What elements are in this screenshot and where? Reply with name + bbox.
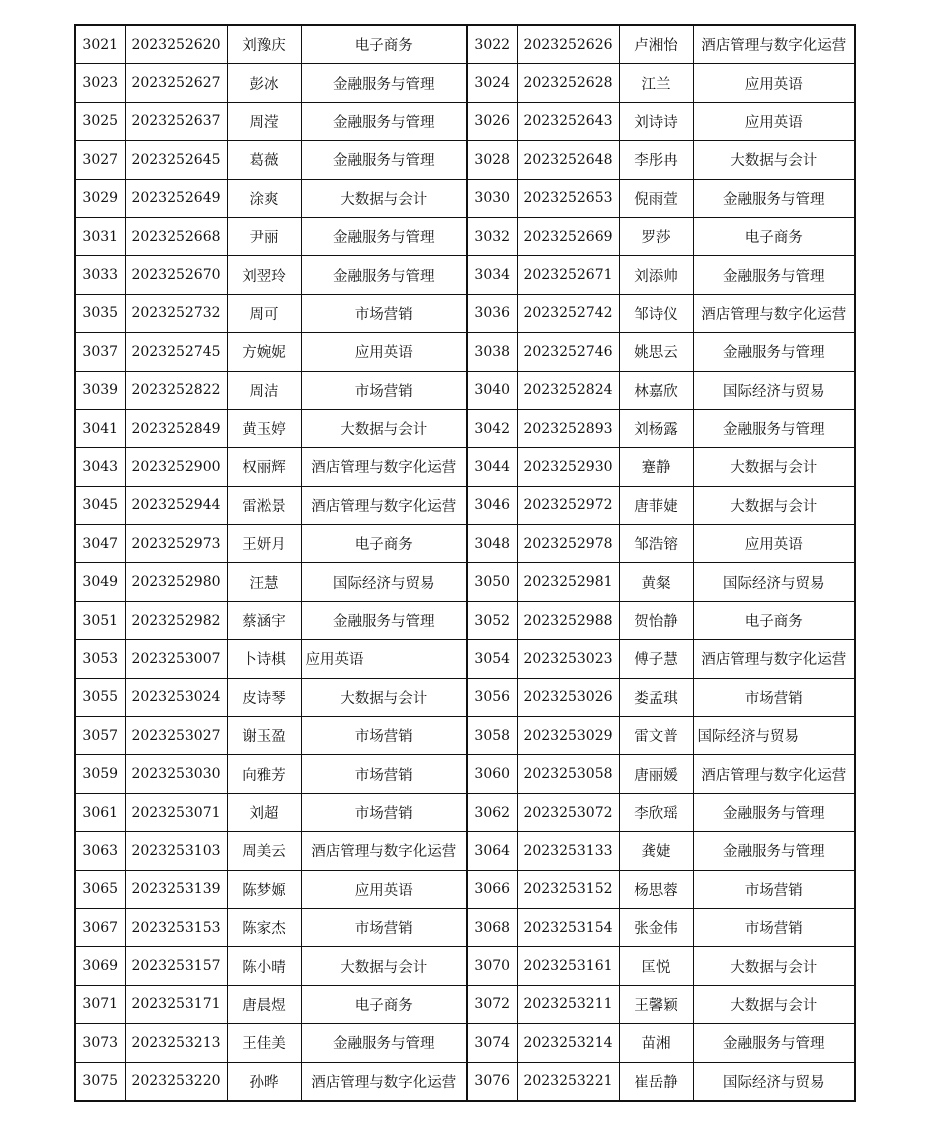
cell-id: 2023252930 [517, 448, 619, 486]
cell-name: 王佳美 [227, 1024, 301, 1062]
cell-name: 方婉妮 [227, 333, 301, 371]
cell-id: 2023252732 [125, 294, 227, 332]
table-row [75, 640, 855, 678]
cell-id: 2023252643 [517, 102, 619, 140]
table-row [75, 1024, 855, 1062]
cell-major: 应用英语 [693, 102, 855, 140]
cell-id: 2023252978 [517, 525, 619, 563]
cell-major: 市场营销 [693, 870, 855, 908]
cell-num: 3071 [75, 985, 125, 1023]
cell-num: 3064 [467, 832, 517, 870]
cell-major: 酒店管理与数字化运营 [301, 832, 467, 870]
cell-id: 2023253026 [517, 678, 619, 716]
cell-num: 3030 [467, 179, 517, 217]
cell-name: 向雅芳 [227, 755, 301, 793]
cell-major: 金融服务与管理 [693, 333, 855, 371]
cell-id: 2023252648 [517, 141, 619, 179]
cell-num: 3060 [467, 755, 517, 793]
cell-major: 金融服务与管理 [693, 256, 855, 294]
cell-num: 3041 [75, 409, 125, 447]
cell-id: 2023253221 [517, 1062, 619, 1101]
cell-major: 国际经济与贸易 [693, 1062, 855, 1101]
cell-num: 3036 [467, 294, 517, 332]
table-row [75, 256, 855, 294]
cell-num: 3067 [75, 908, 125, 946]
cell-name: 卜诗棋 [227, 640, 301, 678]
cell-id: 2023252637 [125, 102, 227, 140]
cell-major: 酒店管理与数字化运营 [693, 25, 855, 64]
cell-major: 金融服务与管理 [693, 793, 855, 831]
cell-id: 2023253071 [125, 793, 227, 831]
cell-major: 金融服务与管理 [693, 832, 855, 870]
cell-name: 周滢 [227, 102, 301, 140]
table-row [75, 755, 855, 793]
cell-name: 邹诗仪 [619, 294, 693, 332]
cell-id: 2023252849 [125, 409, 227, 447]
cell-major: 金融服务与管理 [301, 601, 467, 639]
cell-major: 大数据与会计 [693, 486, 855, 524]
cell-id: 2023252973 [125, 525, 227, 563]
table-row [75, 717, 855, 755]
cell-name: 张金伟 [619, 908, 693, 946]
table-row [75, 947, 855, 985]
cell-name: 姚思云 [619, 333, 693, 371]
cell-num: 3045 [75, 486, 125, 524]
cell-name: 雷文普 [619, 717, 693, 755]
cell-num: 3033 [75, 256, 125, 294]
cell-major: 金融服务与管理 [693, 1024, 855, 1062]
cell-id: 2023253154 [517, 908, 619, 946]
cell-major: 市场营销 [693, 678, 855, 716]
cell-name: 刘添帅 [619, 256, 693, 294]
cell-name: 谢玉盈 [227, 717, 301, 755]
cell-major: 大数据与会计 [693, 141, 855, 179]
cell-num: 3068 [467, 908, 517, 946]
cell-id: 2023253220 [125, 1062, 227, 1101]
cell-num: 3069 [75, 947, 125, 985]
cell-name: 苗湘 [619, 1024, 693, 1062]
cell-major: 金融服务与管理 [301, 256, 467, 294]
cell-name: 汪慧 [227, 563, 301, 601]
cell-major: 大数据与会计 [693, 985, 855, 1023]
cell-id: 2023253027 [125, 717, 227, 755]
cell-name: 蹇静 [619, 448, 693, 486]
cell-name: 陈小晴 [227, 947, 301, 985]
cell-id: 2023253103 [125, 832, 227, 870]
table-row [75, 102, 855, 140]
cell-major: 市场营销 [301, 717, 467, 755]
cell-id: 2023252628 [517, 64, 619, 102]
cell-id: 2023252669 [517, 217, 619, 255]
cell-name: 卢湘怡 [619, 25, 693, 64]
cell-num: 3039 [75, 371, 125, 409]
student-roster-table [74, 24, 856, 1102]
cell-major: 金融服务与管理 [301, 102, 467, 140]
cell-major: 应用英语 [301, 870, 467, 908]
table-row [75, 601, 855, 639]
table-row [75, 333, 855, 371]
cell-num: 3059 [75, 755, 125, 793]
cell-num: 3037 [75, 333, 125, 371]
cell-major: 大数据与会计 [301, 947, 467, 985]
cell-id: 2023252824 [517, 371, 619, 409]
cell-name: 周美云 [227, 832, 301, 870]
cell-num: 3070 [467, 947, 517, 985]
cell-num: 3057 [75, 717, 125, 755]
cell-id: 2023253171 [125, 985, 227, 1023]
cell-num: 3058 [467, 717, 517, 755]
cell-name: 彭冰 [227, 64, 301, 102]
cell-major: 大数据与会计 [693, 448, 855, 486]
cell-name: 贺怡静 [619, 601, 693, 639]
cell-id: 2023253029 [517, 717, 619, 755]
cell-num: 3029 [75, 179, 125, 217]
cell-name: 权丽辉 [227, 448, 301, 486]
cell-num: 3054 [467, 640, 517, 678]
cell-name: 娄孟琪 [619, 678, 693, 716]
cell-id: 2023252653 [517, 179, 619, 217]
cell-name: 皮诗琴 [227, 678, 301, 716]
cell-major: 金融服务与管理 [301, 141, 467, 179]
cell-num: 3076 [467, 1062, 517, 1101]
cell-major: 大数据与会计 [301, 179, 467, 217]
cell-num: 3051 [75, 601, 125, 639]
cell-name: 刘诗诗 [619, 102, 693, 140]
cell-num: 3027 [75, 141, 125, 179]
cell-major: 大数据与会计 [301, 409, 467, 447]
cell-num: 3022 [467, 25, 517, 64]
cell-num: 3047 [75, 525, 125, 563]
table-row [75, 870, 855, 908]
cell-major: 酒店管理与数字化运营 [301, 486, 467, 524]
table-row [75, 1062, 855, 1101]
cell-num: 3023 [75, 64, 125, 102]
cell-major: 金融服务与管理 [301, 217, 467, 255]
cell-name: 刘超 [227, 793, 301, 831]
cell-id: 2023252900 [125, 448, 227, 486]
cell-num: 3053 [75, 640, 125, 678]
cell-major: 金融服务与管理 [301, 64, 467, 102]
cell-num: 3052 [467, 601, 517, 639]
cell-major: 应用英语 [693, 525, 855, 563]
table-row [75, 217, 855, 255]
cell-id: 2023253023 [517, 640, 619, 678]
cell-id: 2023252670 [125, 256, 227, 294]
cell-num: 3075 [75, 1062, 125, 1101]
cell-name: 周可 [227, 294, 301, 332]
cell-num: 3062 [467, 793, 517, 831]
cell-num: 3031 [75, 217, 125, 255]
cell-num: 3026 [467, 102, 517, 140]
cell-id: 2023252893 [517, 409, 619, 447]
table-row [75, 25, 855, 64]
cell-num: 3040 [467, 371, 517, 409]
cell-name: 唐菲婕 [619, 486, 693, 524]
cell-id: 2023253152 [517, 870, 619, 908]
table-row [75, 179, 855, 217]
cell-major: 大数据与会计 [693, 947, 855, 985]
cell-name: 匡悦 [619, 947, 693, 985]
cell-major: 金融服务与管理 [301, 1024, 467, 1062]
cell-num: 3072 [467, 985, 517, 1023]
table-row [75, 678, 855, 716]
cell-num: 3073 [75, 1024, 125, 1062]
cell-id: 2023253133 [517, 832, 619, 870]
cell-num: 3050 [467, 563, 517, 601]
cell-id: 2023253214 [517, 1024, 619, 1062]
cell-major: 国际经济与贸易 [693, 563, 855, 601]
cell-id: 2023253030 [125, 755, 227, 793]
cell-name: 林嘉欣 [619, 371, 693, 409]
cell-major: 金融服务与管理 [693, 179, 855, 217]
cell-id: 2023253058 [517, 755, 619, 793]
cell-name: 倪雨萱 [619, 179, 693, 217]
cell-name: 王妍月 [227, 525, 301, 563]
cell-num: 3055 [75, 678, 125, 716]
cell-major: 酒店管理与数字化运营 [301, 1062, 467, 1101]
cell-name: 刘豫庆 [227, 25, 301, 64]
table-row [75, 371, 855, 409]
table-row [75, 563, 855, 601]
cell-major: 市场营销 [301, 755, 467, 793]
cell-name: 雷淞景 [227, 486, 301, 524]
cell-num: 3034 [467, 256, 517, 294]
cell-num: 3061 [75, 793, 125, 831]
cell-num: 3044 [467, 448, 517, 486]
cell-num: 3042 [467, 409, 517, 447]
cell-id: 2023252620 [125, 25, 227, 64]
cell-id: 2023252745 [125, 333, 227, 371]
cell-num: 3065 [75, 870, 125, 908]
cell-id: 2023253161 [517, 947, 619, 985]
cell-major: 电子商务 [301, 525, 467, 563]
cell-id: 2023253211 [517, 985, 619, 1023]
cell-num: 3056 [467, 678, 517, 716]
table-row [75, 486, 855, 524]
cell-major: 市场营销 [301, 908, 467, 946]
cell-major: 电子商务 [301, 985, 467, 1023]
cell-major: 应用英语 [301, 333, 467, 371]
cell-id: 2023253024 [125, 678, 227, 716]
cell-id: 2023252671 [517, 256, 619, 294]
cell-id: 2023253153 [125, 908, 227, 946]
table-row [75, 294, 855, 332]
cell-num: 3038 [467, 333, 517, 371]
cell-num: 3025 [75, 102, 125, 140]
cell-num: 3024 [467, 64, 517, 102]
cell-major: 市场营销 [301, 294, 467, 332]
cell-num: 3074 [467, 1024, 517, 1062]
cell-id: 2023252981 [517, 563, 619, 601]
cell-num: 3046 [467, 486, 517, 524]
cell-id: 2023252645 [125, 141, 227, 179]
cell-num: 3048 [467, 525, 517, 563]
table-row [75, 985, 855, 1023]
cell-id: 2023252742 [517, 294, 619, 332]
cell-id: 2023252988 [517, 601, 619, 639]
cell-name: 蔡涵宇 [227, 601, 301, 639]
cell-major: 应用英语 [301, 640, 467, 678]
cell-major: 酒店管理与数字化运营 [693, 755, 855, 793]
cell-name: 孙晔 [227, 1062, 301, 1101]
cell-major: 国际经济与贸易 [693, 371, 855, 409]
cell-id: 2023252626 [517, 25, 619, 64]
table-row [75, 832, 855, 870]
cell-major: 电子商务 [693, 217, 855, 255]
cell-id: 2023253139 [125, 870, 227, 908]
cell-major: 国际经济与贸易 [693, 717, 855, 755]
cell-num: 3049 [75, 563, 125, 601]
cell-name: 陈梦嫄 [227, 870, 301, 908]
cell-name: 陈家杰 [227, 908, 301, 946]
roster-body [75, 25, 855, 1101]
cell-name: 刘杨露 [619, 409, 693, 447]
cell-name: 邹浩镕 [619, 525, 693, 563]
table-row [75, 409, 855, 447]
table-row [75, 793, 855, 831]
cell-name: 王馨颖 [619, 985, 693, 1023]
cell-major: 电子商务 [301, 25, 467, 64]
cell-name: 黄粲 [619, 563, 693, 601]
cell-num: 3032 [467, 217, 517, 255]
cell-name: 李欣瑶 [619, 793, 693, 831]
table-row [75, 448, 855, 486]
cell-name: 涂爽 [227, 179, 301, 217]
cell-name: 刘翌玲 [227, 256, 301, 294]
cell-major: 应用英语 [693, 64, 855, 102]
cell-name: 江兰 [619, 64, 693, 102]
cell-id: 2023252980 [125, 563, 227, 601]
table-row [75, 525, 855, 563]
cell-name: 尹丽 [227, 217, 301, 255]
cell-num: 3066 [467, 870, 517, 908]
cell-id: 2023252982 [125, 601, 227, 639]
cell-name: 杨思蓉 [619, 870, 693, 908]
cell-major: 电子商务 [693, 601, 855, 639]
cell-name: 崔岳静 [619, 1062, 693, 1101]
cell-name: 龚婕 [619, 832, 693, 870]
cell-num: 3035 [75, 294, 125, 332]
table-row [75, 908, 855, 946]
cell-id: 2023252944 [125, 486, 227, 524]
cell-id: 2023252822 [125, 371, 227, 409]
cell-num: 3021 [75, 25, 125, 64]
table-row [75, 141, 855, 179]
cell-id: 2023253213 [125, 1024, 227, 1062]
cell-name: 黄玉婷 [227, 409, 301, 447]
cell-major: 酒店管理与数字化运营 [693, 640, 855, 678]
cell-major: 市场营销 [301, 371, 467, 409]
table-row [75, 64, 855, 102]
cell-num: 3043 [75, 448, 125, 486]
cell-id: 2023252649 [125, 179, 227, 217]
cell-major: 国际经济与贸易 [301, 563, 467, 601]
cell-id: 2023252746 [517, 333, 619, 371]
cell-name: 唐晨煜 [227, 985, 301, 1023]
cell-name: 周洁 [227, 371, 301, 409]
cell-major: 金融服务与管理 [693, 409, 855, 447]
cell-name: 葛薇 [227, 141, 301, 179]
cell-name: 李彤冉 [619, 141, 693, 179]
cell-id: 2023252668 [125, 217, 227, 255]
cell-num: 3063 [75, 832, 125, 870]
cell-id: 2023253157 [125, 947, 227, 985]
cell-major: 市场营销 [301, 793, 467, 831]
cell-id: 2023253007 [125, 640, 227, 678]
cell-major: 酒店管理与数字化运营 [301, 448, 467, 486]
cell-major: 酒店管理与数字化运营 [693, 294, 855, 332]
cell-major: 大数据与会计 [301, 678, 467, 716]
cell-id: 2023252972 [517, 486, 619, 524]
cell-id: 2023252627 [125, 64, 227, 102]
cell-id: 2023253072 [517, 793, 619, 831]
cell-major: 市场营销 [693, 908, 855, 946]
cell-name: 傅子慧 [619, 640, 693, 678]
cell-num: 3028 [467, 141, 517, 179]
cell-name: 唐丽媛 [619, 755, 693, 793]
cell-name: 罗莎 [619, 217, 693, 255]
